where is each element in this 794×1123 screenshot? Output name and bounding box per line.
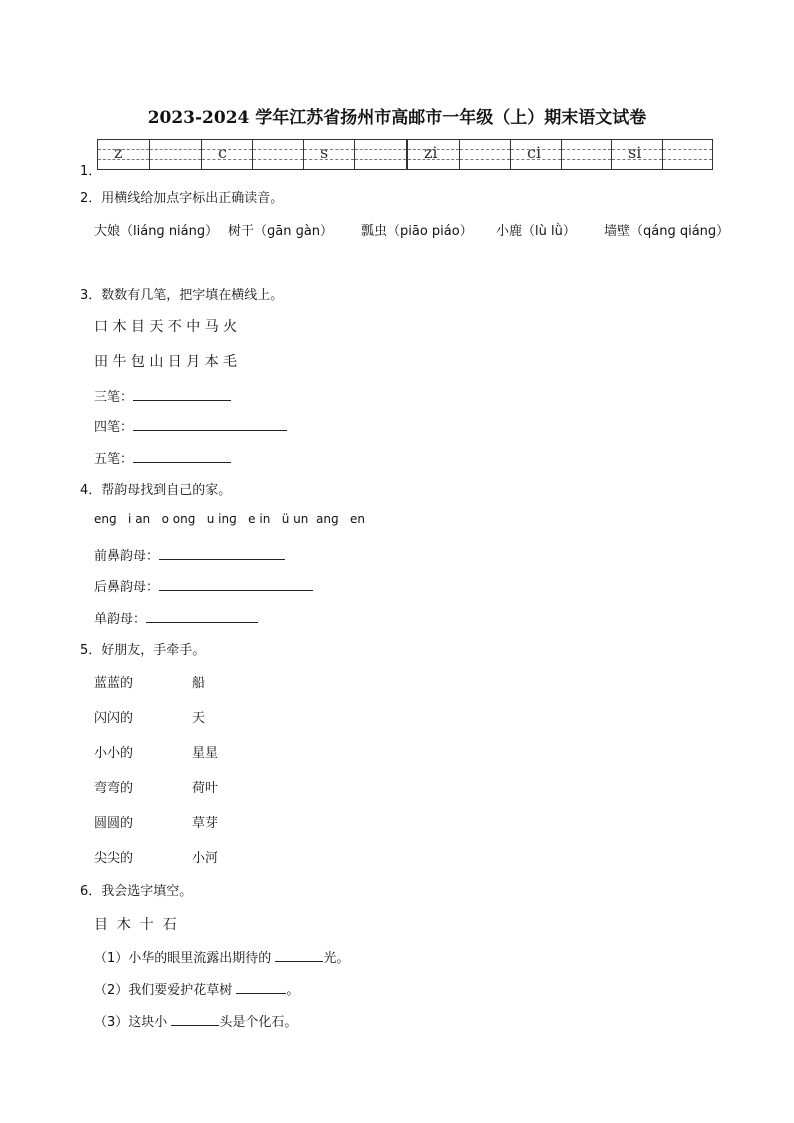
five-strokes-label: 五笔：	[94, 452, 134, 467]
sentence-text: 光。	[323, 951, 350, 966]
reading-item: 大娘（liánɡ niánɡ）	[94, 224, 219, 239]
fill-sentence-1	[94, 947, 349, 966]
pinyin-text: zi	[424, 143, 438, 162]
match-right-item: 天	[192, 711, 206, 726]
answer-blank[interactable]	[133, 450, 231, 463]
single-final-row	[94, 608, 258, 627]
four-strokes-row	[94, 416, 287, 435]
answer-blank[interactable]	[171, 1013, 219, 1026]
question-6-label: 6．我会选字填空。	[80, 884, 193, 899]
pinyin-text: si	[628, 143, 642, 162]
reading-item: 瓢虫（piāo piáo）	[361, 224, 473, 239]
match-right-item: 荷叶	[192, 781, 219, 796]
match-right-item: 草芽	[192, 816, 219, 831]
match-right-item: 船	[192, 676, 206, 691]
question-3-label: 3．数数有几笔，把字填在横线上。	[80, 288, 284, 303]
four-strokes-label: 四笔：	[94, 420, 134, 435]
pinyin-cell	[663, 140, 712, 169]
back-nasal-label: 后鼻韵母：	[94, 580, 160, 595]
front-nasal-row	[94, 545, 285, 564]
question-4-label: 4．帮韵母找到自己的家。	[80, 483, 232, 498]
pinyin-cell	[355, 140, 406, 169]
pinyin-cell	[612, 140, 663, 169]
question-1-number: 1．	[80, 164, 102, 179]
single-final-label: 单韵母：	[94, 612, 147, 627]
pinyin-text: s	[320, 143, 329, 162]
front-nasal-label: 前鼻韵母：	[94, 549, 160, 564]
fill-sentence-3	[94, 1011, 297, 1030]
sentence-text: 头是个化石。	[219, 1015, 298, 1030]
pinyin-cell	[460, 140, 511, 169]
answer-blank[interactable]	[236, 981, 286, 994]
pinyin-cell	[150, 140, 202, 169]
pinyin-cell	[98, 140, 150, 169]
pinyin-grid-2	[407, 139, 713, 170]
question-2-label: 2．用横线给加点字标出正确读音。	[80, 191, 284, 206]
page-title: 2023-2024 学年江苏省扬州市高邮市一年级（上）期末语文试卷	[147, 108, 647, 128]
match-left-item: 小小的	[94, 746, 134, 761]
answer-blank[interactable]	[133, 388, 231, 401]
answer-blank[interactable]	[133, 418, 287, 431]
pinyin-cell	[304, 140, 355, 169]
reading-item: 树干（ɡān ɡàn）	[228, 224, 334, 239]
answer-blank[interactable]	[146, 610, 258, 623]
pinyin-grid-1	[97, 139, 407, 170]
three-strokes-row	[94, 386, 231, 405]
match-left-item: 尖尖的	[94, 851, 134, 866]
match-left-item: 圆圆的	[94, 816, 134, 831]
pinyin-cell	[253, 140, 304, 169]
character-choices: 目 木 十 石	[94, 917, 177, 933]
answer-blank[interactable]	[275, 949, 323, 962]
sentence-text: （3）这块小	[94, 1015, 172, 1030]
question-5-label: 5．好朋友，手牵手。	[80, 643, 206, 658]
sentence-text: （1）小华的眼里流露出期待的	[94, 951, 276, 966]
character-row: 口 木 目 天 不 中 马 火	[94, 319, 238, 335]
pinyin-text: ci	[527, 143, 542, 162]
match-right-item: 星星	[192, 746, 219, 761]
reading-item: 小鹿（lù lǜ）	[496, 224, 576, 239]
match-left-item: 弯弯的	[94, 781, 134, 796]
pinyin-cell	[408, 140, 460, 169]
sentence-text: （2）我们要爱护花草树	[94, 983, 237, 998]
pinyin-text: z	[114, 143, 123, 162]
pinyin-cell	[202, 140, 253, 169]
three-strokes-label: 三笔：	[94, 390, 134, 405]
sentence-text: 。	[286, 983, 300, 998]
fill-sentence-2	[94, 979, 299, 998]
reading-item: 墙壁（qánɡ qiánɡ）	[604, 224, 730, 239]
answer-blank[interactable]	[159, 547, 285, 560]
character-row: 田 牛 包 山 日 月 本 毛	[94, 354, 238, 370]
pinyin-text: c	[218, 143, 227, 162]
pinyin-cell	[562, 140, 612, 169]
five-strokes-row	[94, 448, 231, 467]
answer-blank[interactable]	[159, 578, 313, 591]
match-left-item: 闪闪的	[94, 711, 134, 726]
match-left-item: 蓝蓝的	[94, 676, 134, 691]
back-nasal-row	[94, 576, 313, 595]
match-right-item: 小河	[192, 851, 219, 866]
finals-list: enɡ i an o onɡ u inɡ e in ü un anɡ en	[94, 512, 366, 526]
pinyin-cell	[511, 140, 562, 169]
